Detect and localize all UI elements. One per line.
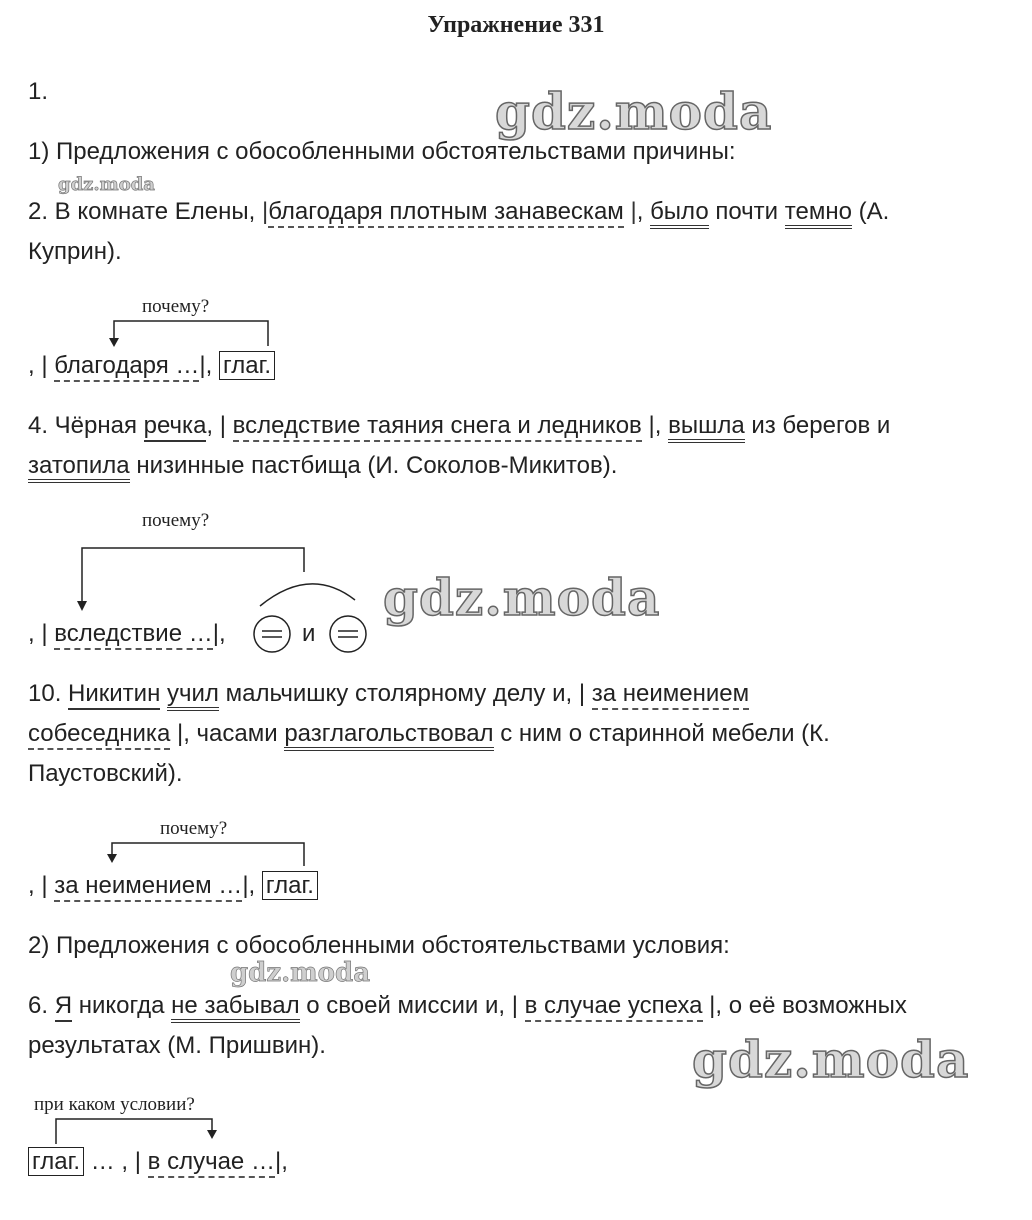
diagram-10-verb-box: глаг. [262,871,318,900]
diagram-2-verb-box: глаг. [219,351,275,380]
sentence-2-line-2: Куприн). [28,238,122,265]
sentence-10-subject: Никитин [68,680,160,710]
diagram-10-prefix: , | [28,872,55,899]
sentence-10-text-c: с ним о старинной мебели (К. [493,720,830,747]
watermark-small-1: gdz.moda [58,174,155,195]
diagram-4-adverbial: вследствие … [54,620,212,650]
diagram-4-conjunction: и [302,620,316,647]
watermark-small-2: gdz.moda [230,958,371,988]
item-number: 1. [28,78,49,105]
sentence-4-text-a: 4. Чёрная [28,412,144,439]
diagram-6-scheme [28,1142,288,1182]
diagram-6-suffix: |, [274,1148,288,1175]
sentence-4-verb-2: затопила [28,452,130,483]
sentence-2-predicate: было [650,198,709,229]
watermark-middle: gdz.moda [383,568,661,627]
diagram-2-prefix: , | [28,352,55,379]
sentence-10-line-3: Паустовский). [28,760,183,787]
diagram-2-question: почему? [142,296,210,317]
diagram-4-question: почему? [142,510,210,531]
sentence-6-subject: Я [55,992,72,1022]
sentence-4-verb-1: вышла [668,412,745,443]
sentence-10-number: 10. [28,680,69,707]
diagram-10-suffix: |, [242,872,262,899]
watermark-bottom: gdz.moda [692,1030,970,1089]
sentence-10-text-a: мальчишку столярному делу и, | [218,680,592,707]
sentence-6-number: 6. [28,992,55,1019]
diagram-10-question: почему? [160,818,228,839]
sentence-10-text-b: |, часами [170,720,285,747]
sentence-4-text-e: низинные пастбища (И. Соколов-Микитов). [129,452,618,479]
section-1-heading: 1) Предложения с обособленными обстоятельствами причины: [28,138,736,165]
sentence-6-line-2: результатах (М. Пришвин). [28,1032,326,1059]
diagram-6-verb-box: глаг. [28,1147,84,1176]
sentence-2-text-a: 2. В комнате Елены, [28,198,262,225]
diagram-6-adverbial: в случае … [148,1148,275,1178]
sentence-10-verb-1: учил [167,680,219,711]
sentence-6-adverbial: в случае успеха [525,992,703,1022]
sentence-2-text-d: (А. [851,198,890,225]
diagram-2-suffix: |, [199,352,219,379]
sentence-6-text-b: о своей миссии и, | [299,992,525,1019]
diagram-4-prefix: , | [28,620,55,647]
diagram-6-middle: … , | [84,1148,148,1175]
page-title: Упражнение 331 [427,12,605,38]
sentence-6-text-a: никогда [72,992,172,1019]
sentence-4-text-b: , | [206,412,233,439]
sentence-10-verb-2: разглагольствовал [284,720,493,751]
sentence-4-text-c: |, [641,412,669,439]
diagram-6-question: при каком условии? [34,1094,195,1115]
diagram-2-adverbial: благодаря … [54,352,199,382]
sentence-2-adverbial: благодаря плотным занавескам [268,198,624,228]
watermark-top: gdz.moda [495,82,773,141]
sentence-10-adverbial-part-1: за неимением [592,680,749,710]
diagram-10-adverbial: за неимением … [54,872,242,902]
sentence-4-adverbial: вследствие таяния снега и ледников [233,412,642,442]
sentence-2-text-b: , [636,198,651,225]
sentence-4-text-d: из берегов и [744,412,891,439]
sentence-2-text-c: почти [708,198,785,225]
sentence-6-text-c: |, о её возможных [702,992,907,1019]
sentence-10-adverbial-part-2: собеседника [28,720,170,750]
sentence-2-line-1: 2. В комнате Елены, |благодаря плотным занавескам |, было почти темно (А. [28,192,889,232]
section-2-heading: 2) Предложения с обособленными обстоятельствами условия: [28,932,730,959]
diagram-4-suffix: |, [212,620,226,647]
sentence-2-predicate-2: темно [785,198,852,229]
sentence-6-predicate: не забывал [171,992,299,1023]
sentence-4-subject: речка [144,412,207,442]
